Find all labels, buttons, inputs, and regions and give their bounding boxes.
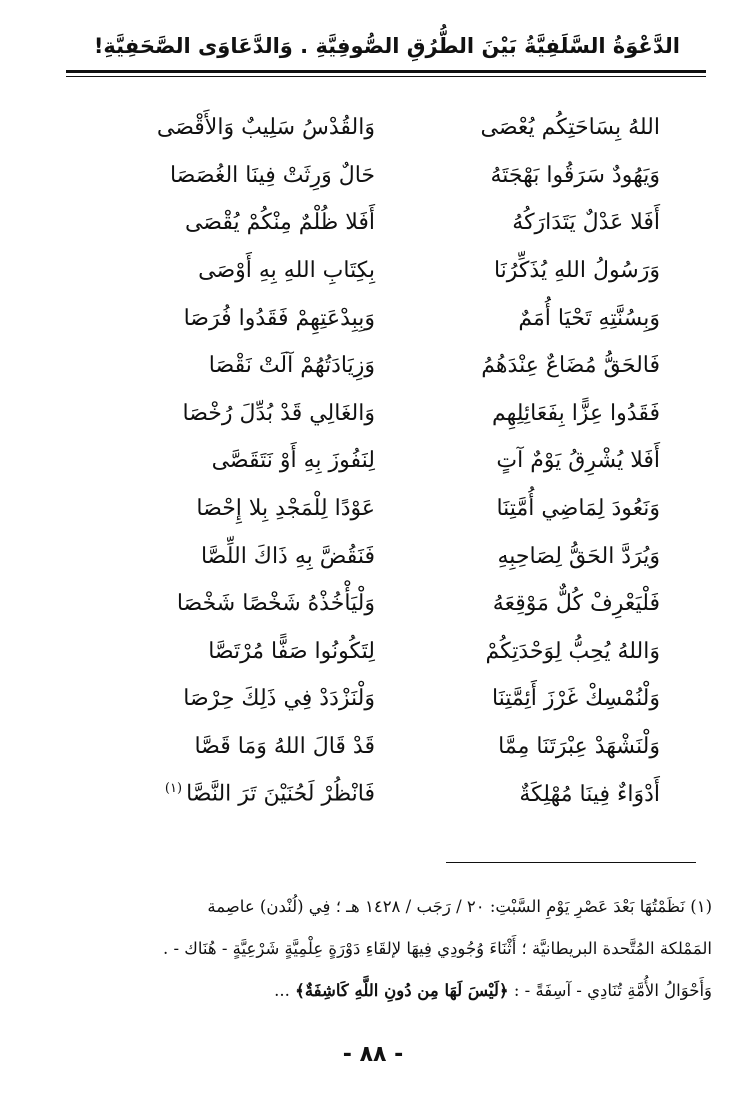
- footnote-line-3: [72, 970, 712, 1012]
- verse-15-second-hemistich: [120, 781, 375, 806]
- verse-4-first-hemistich: وَرَسُولُ اللهِ يُذَكِّرُنَا: [493, 258, 660, 284]
- verse-15-second-hemistich-text: فَانْظُرْ لَحُنَيْنَ تَرَ النَّصَّا: [186, 781, 375, 807]
- verse-1-first-hemistich: اللهُ بِسَاحَتِكُم يُعْصَى: [480, 115, 660, 141]
- verse-10-first-hemistich: وَيُرَدَّ الحَقُّ لِصَاحِبِهِ: [497, 543, 660, 569]
- verse-8-first-hemistich: أَفَلا يُشْرِقُ يَوْمٌ آتٍ: [496, 448, 660, 474]
- verse-15: [120, 770, 660, 818]
- verse-11-second-hemistich: وَلْيَأْخُذْهُ شَخْصًا شَخْصَا: [176, 591, 375, 617]
- quran-verse-quote: ﴿لَيْسَ لَهَا مِن دُونِ اللَّهِ كَاشِفَةٌ﴾: [295, 981, 509, 1000]
- verse-11: [120, 580, 660, 628]
- verse-7-first-hemistich: فَقَدُوا عِزًّا بِفَعَائِلِهِم: [491, 400, 660, 426]
- verse-4-second-hemistich: بِكِتَابِ اللهِ بِهِ أَوْصَى: [198, 258, 375, 284]
- verse-13: [120, 675, 660, 723]
- verse-8-second-hemistich: لِنَفُوزَ بِهِ أَوْ نَتَقَصَّى: [211, 448, 375, 474]
- footnote-line-3-ellipsis: ...: [274, 981, 290, 1000]
- verse-2-second-hemistich: حَالٌ وَرِثَتْ فِينَا الغُصَصَا: [169, 162, 375, 188]
- verse-3-first-hemistich: أَفَلا عَدْلٌ يَتَدَارَكُهُ: [512, 210, 660, 236]
- verse-4: [120, 247, 660, 295]
- verse-9-first-hemistich: وَنَعُودَ لِمَاضِي أُمَّتِنَا: [496, 496, 660, 522]
- verse-7-second-hemistich: وَالغَالِي قَدْ بُدِّلَ رُخْصَا: [182, 400, 375, 426]
- verse-9: [120, 485, 660, 533]
- footnote: [72, 886, 712, 1012]
- verse-13-first-hemistich: وَلْنُمْسِكْ غَرْزَ أَئِمَّتِنَا: [491, 686, 660, 712]
- verse-9-second-hemistich: عَوْدًا لِلْمَجْدِ بِلا إِحْصَا: [196, 496, 375, 522]
- page-number: - ٨٨ -: [342, 1042, 404, 1067]
- verse-8: [120, 437, 660, 485]
- verse-1: [120, 104, 660, 152]
- verse-5-second-hemistich: وَبِبِدْعَتِهِمْ فَقَدُوا فُرَصَا: [183, 305, 375, 331]
- header-rule-thick: [66, 70, 706, 73]
- verse-3: [120, 199, 660, 247]
- verse-14-second-hemistich: قَدْ قَالَ اللهُ وَمَا قَصَّا: [194, 734, 375, 760]
- footnote-separator-rule: [446, 862, 696, 863]
- verse-12-second-hemistich: لِتَكُونُوا صَفًّا مُرْتَصَّا: [208, 638, 375, 664]
- verse-6: [120, 342, 660, 390]
- verse-14-first-hemistich: وَلْنَشْهَدْ عِبْرَتَنَا مِمَّا: [498, 734, 660, 760]
- poem: [120, 104, 660, 818]
- verse-6-second-hemistich: وَزِيَادَتُهُمْ آلَتْ نَقْصَا: [208, 353, 375, 379]
- verse-11-first-hemistich: فَلْيَعْرِفْ كُلٌّ مَوْقِعَهُ: [492, 591, 660, 617]
- verse-7: [120, 390, 660, 438]
- verse-2: [120, 152, 660, 200]
- verse-2-first-hemistich: وَيَهُودٌ سَرَقُوا بَهْجَتَهُ: [490, 162, 660, 188]
- footnote-reference-marker: (١): [164, 781, 183, 797]
- footnote-line-3-prefix: وَأَحْوَالُ الأُمَّةِ تُنَادِي - آسِفَةً - :: [513, 981, 712, 1000]
- running-header-title: الدَّعْوَةُ السَّلَفِيَّةُ بَيْنَ الطُّرُقِ الصُّوفِيَّةِ . وَالدَّعَاوَى الصَّحَفِيَّةِ!: [93, 34, 680, 58]
- verse-12-first-hemistich: وَاللهُ يُحِبُّ لِوَحْدَتِكُمْ: [485, 638, 660, 664]
- footnote-line-2: المَمْلكة المُتَّحدة البريطانيَّة ؛ أَثْنَاءَ وُجُودِي فِيهَا لإلقَاءِ دَوْرَةٍ عِلْمِيَّةٍ شَرْعِيَّةٍ - هُنَاك - .: [162, 939, 712, 958]
- verse-15-first-hemistich: أَدْوَاءٌ فِينَا مُهْلِكَةٌ: [519, 781, 660, 807]
- verse-13-second-hemistich: وَلْنَزْدَدْ فِي ذَلِكَ حِرْصَا: [183, 686, 375, 712]
- header-rule-thin: [66, 76, 706, 77]
- verse-12: [120, 628, 660, 676]
- verse-10-second-hemistich: فَنَقُضَّ بِهِ ذَاكَ اللِّصَّا: [200, 543, 375, 569]
- verse-5: [120, 294, 660, 342]
- verse-5-first-hemistich: وَبِسُنَّتِهِ تَحْيَا أُمَمٌ: [518, 305, 660, 331]
- verse-1-second-hemistich: وَالقُدْسُ سَلِيبٌ وَالأَقْصَى: [156, 115, 375, 141]
- verse-14: [120, 723, 660, 771]
- footnote-line-1: (١) نَظَمْتُهَا بَعْدَ عَصْرِ يَوْمِ السَّبْتِ: ٢٠ / رَجَب / ١٤٢٨ هـ ؛ فِي (لُنْدن) عاصِمة: [207, 897, 712, 916]
- verse-3-second-hemistich: أَفَلا ظُلْمٌ مِنْكُمْ يُقْصَى: [184, 210, 375, 236]
- verse-10: [120, 532, 660, 580]
- verse-6-first-hemistich: فَالحَقُّ مُضَاعٌ عِنْدَهُمُ: [481, 353, 660, 379]
